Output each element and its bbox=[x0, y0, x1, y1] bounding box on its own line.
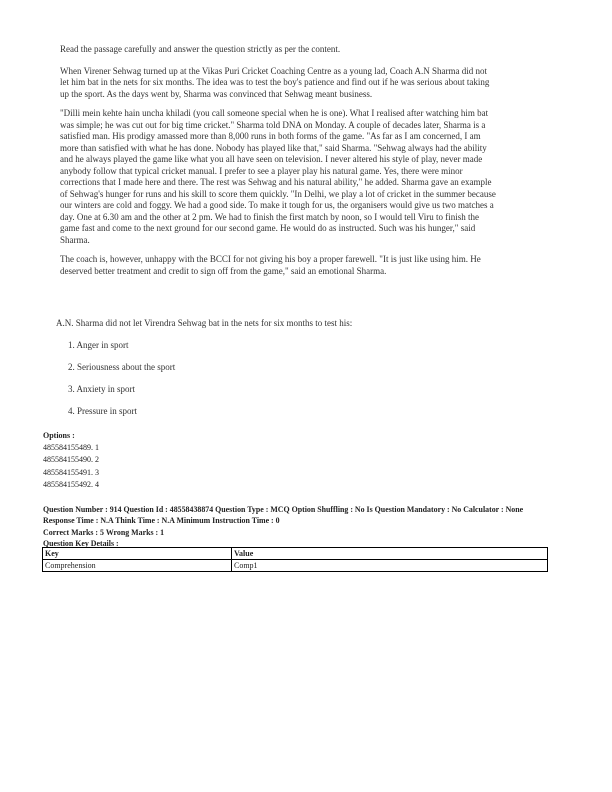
option-id-3: 485584155491. 3 bbox=[43, 467, 99, 477]
answer-choice-list bbox=[56, 340, 496, 417]
value-column-header: Value bbox=[232, 548, 548, 560]
question-text: A.N. Sharma did not let Virendra Sehwag bat in the nets for six months to test his: bbox=[56, 318, 353, 328]
key-cell: Comprehension bbox=[43, 560, 232, 572]
meta-key-details-heading: Question Key Details : bbox=[43, 539, 119, 549]
question-section bbox=[56, 318, 496, 428]
key-column-header: Key bbox=[43, 548, 232, 560]
option-id-1: 485584155489. 1 bbox=[43, 443, 99, 453]
table-row bbox=[43, 560, 548, 572]
passage-paragraph-3: The coach is, however, unhappy with the BCCI for not giving his boy a proper farewell. "It is just like using him. He deserved better treatment and credit to sign off from the game," said an emotional Sharma. bbox=[60, 254, 481, 276]
value-cell: Comp1 bbox=[232, 560, 548, 572]
passage-section bbox=[60, 44, 498, 285]
question-meta bbox=[43, 504, 573, 550]
answer-choice-1: 1. Anger in sport bbox=[68, 340, 129, 350]
options-id-block bbox=[43, 430, 99, 491]
passage-paragraph-1: When Virener Sehwag turned up at the Vikas Puri Cricket Coaching Centre as a young lad, Coach A.N Sharma did not let him bat in the nets for six months. The idea was to test the boy's patience and find out if he was serious about taking up the sport. As the days went by, Sharma was convinced that Sehwag meant business. bbox=[60, 65, 490, 99]
answer-choice-4: 4. Pressure in sport bbox=[68, 406, 137, 416]
meta-marks-info: Correct Marks : 5 Wrong Marks : 1 bbox=[43, 527, 165, 537]
answer-choice-3: 3. Anxiety in sport bbox=[68, 384, 135, 394]
option-id-2: 485584155490. 2 bbox=[43, 455, 99, 465]
meta-question-info: Question Number : 914 Question Id : 48558438874 Question Type : MCQ Option Shuffling : No Is Question Mandatory : No Calculator : None bbox=[43, 505, 524, 514]
options-heading: Options : bbox=[43, 431, 75, 440]
option-id-4: 485584155492. 4 bbox=[43, 479, 99, 489]
question-key-table bbox=[42, 547, 548, 572]
answer-choice-2: 2. Seriousness about the sport bbox=[68, 362, 176, 372]
key-table-header-row bbox=[43, 548, 548, 560]
passage-paragraph-2: "Dilli mein kehte hain uncha khiladi (you call someone special when he is one). What I realised after watching him bat was simple; he was cut out for big time cricket." Sharma told DNA on Monday. A couple of decades later, Sharma is a satisfied man. His prodigy amassed more than 8,000 runs in both forms of the game. "As far as I am concerned, I am more than satisfied with what he has done. Nobody has played like that," said Sharma. "Sehwag always had the ability and he always played the game like what you all have seen on television. I never altered his style of play, never made anybody follow that typical cricket manual. I prefer to see a player play his natural game. Yes, there were minor corrections that I made here and there. The rest was Sehwag and his natural ability," he added. Sharma gave an example of Sehwag's hunger for runs and his skill to score them quickly. "In Delhi, we play a lot of cricket in the summer because our winters are cold and foggy. We had a good side. To make it tough for us, the organisers would give us two matches a day. One at 6.30 am and the other at 2 pm. We had to finish the first match by noon, so I would tell Viru to finish the game fast and come to the next ground for our second game. He would do as instructed. Such was his hunger," said Sharma. bbox=[60, 108, 496, 245]
passage-instruction: Read the passage carefully and answer the question strictly as per the content. bbox=[60, 44, 341, 54]
meta-time-info: Response Time : N.A Think Time : N.A Minimum Instruction Time : 0 bbox=[43, 516, 280, 526]
